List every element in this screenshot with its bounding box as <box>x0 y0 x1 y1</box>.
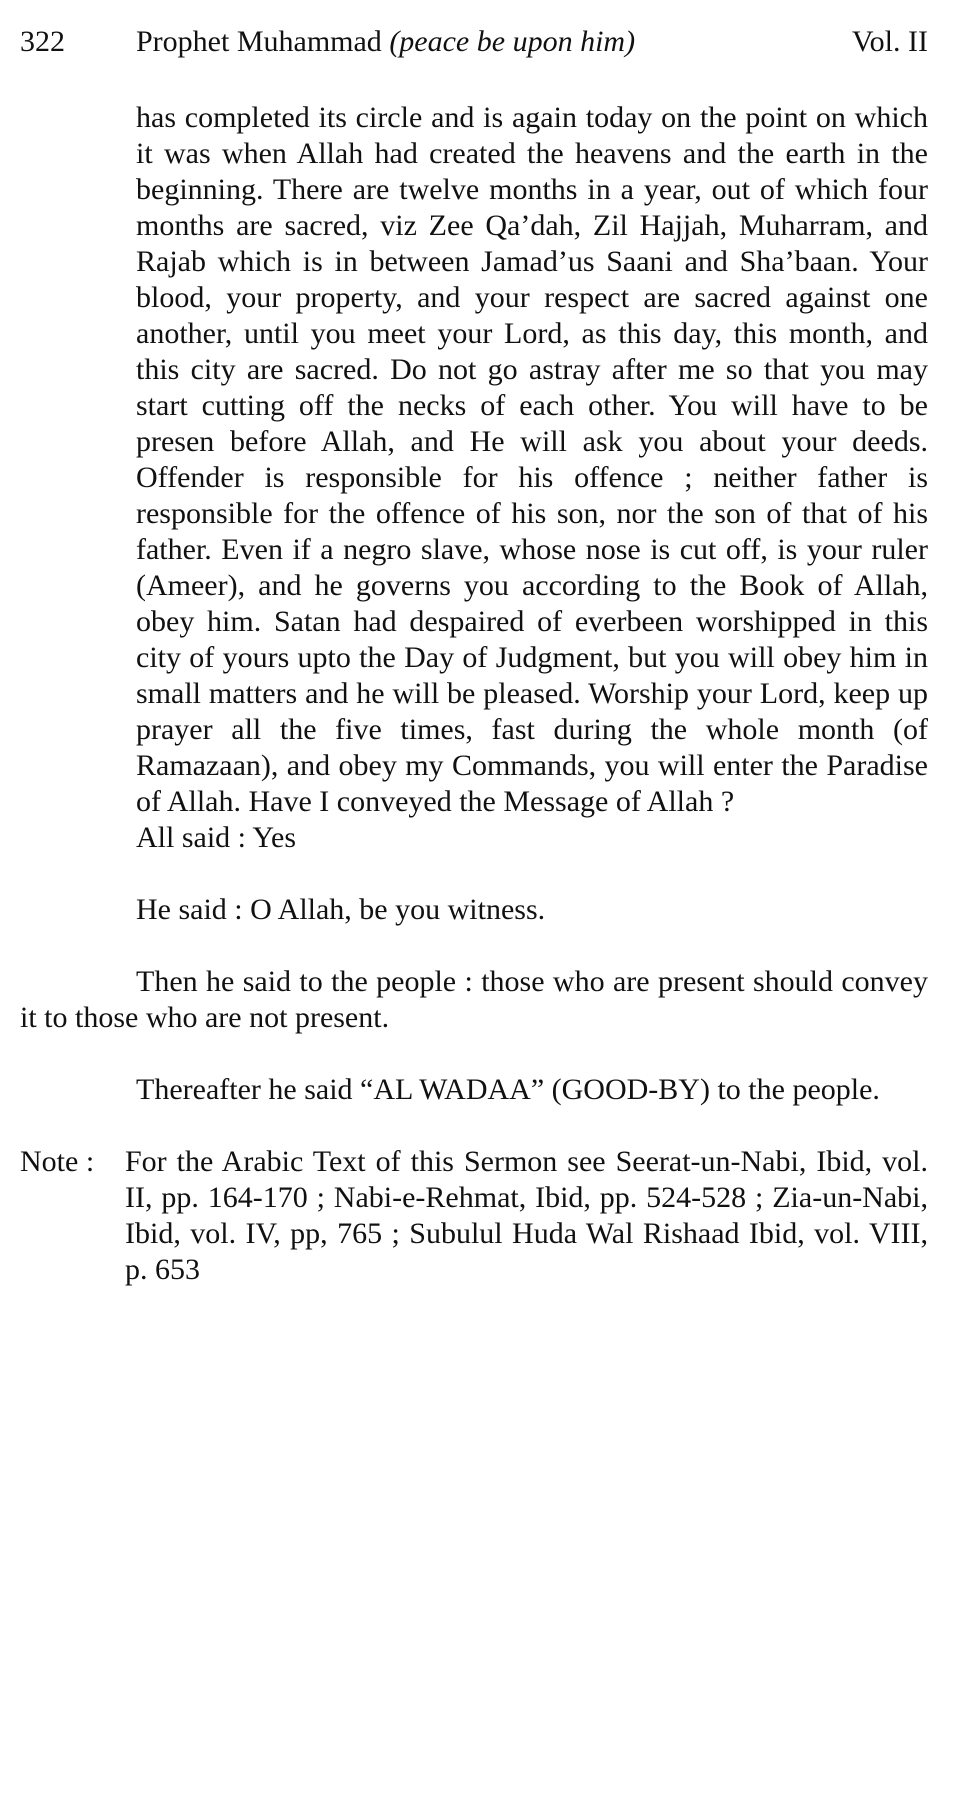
footnote <box>20 1144 928 1288</box>
then-he-said-paragraph: Then he said to the people : those who are present should convey it to those who are not present. <box>20 965 928 1034</box>
thereafter-paragraph: Thereafter he said “AL WADAA” (GOOD-BY) to the people. <box>136 1073 880 1106</box>
book-title-subtitle: (peace be upon him) <box>389 25 636 58</box>
page-body <box>20 100 928 1288</box>
book-title <box>136 22 635 62</box>
note-text: For the Arabic Text of this Sermon see Seerat-un-Nabi, Ibid, vol. II, pp. 164-170 ; Nabi-e-Rehmat, Ibid, pp. 524-528 ; Zia-un-Nabi, Ibid, vol. IV, pp, 765 ; Subulul Huda Wal Rishaad Ibid, vol. VIII, p. 653 <box>125 1145 928 1286</box>
page-number: 322 <box>20 25 65 58</box>
running-header <box>20 22 928 62</box>
note-label: Note : <box>20 1145 95 1178</box>
all-said-line: All said : Yes <box>136 821 297 854</box>
book-title-main: Prophet Muhammad <box>136 25 382 58</box>
sermon-paragraph: has completed its circle and is again today on the point on which it was when Allah had created the heavens and the earth in the beginning. There are twelve months in a year, out of which four months are sacred, viz Zee Qa’dah, Zil Hajjah, Muharram, and Rajab which is in between Jamad’us Saani and Sha’baan. Your blood, your property, and your respect are sacred against one another, until you meet your Lord, as this day, this month, and this city are sacred. Do not go astray after me so that you may start cutting off the necks of each other. You will have to be presen before Allah, and He will ask you about your deeds. Offender is responsible for his offence ; neither father is responsible for the offence of his son, nor the son of that of his father. Even if a negro slave, whose nose is cut off, is your ruler (Ameer), and he governs you according to the Book of Allah, obey him. Satan had despaired of everbeen worshipped in this city of yours upto the Day of Judgment, but you will obey him in small matters and he will be pleased. Worship your Lord, keep up prayer all the five times, fast during the whole month (of Ramazaan), and obey my Commands, you will enter the Paradise of Allah. Have I conveyed the Message of Allah ? <box>136 101 928 818</box>
he-said-line: He said : O Allah, be you witness. <box>136 893 546 926</box>
volume-label: Vol. II <box>851 25 928 58</box>
